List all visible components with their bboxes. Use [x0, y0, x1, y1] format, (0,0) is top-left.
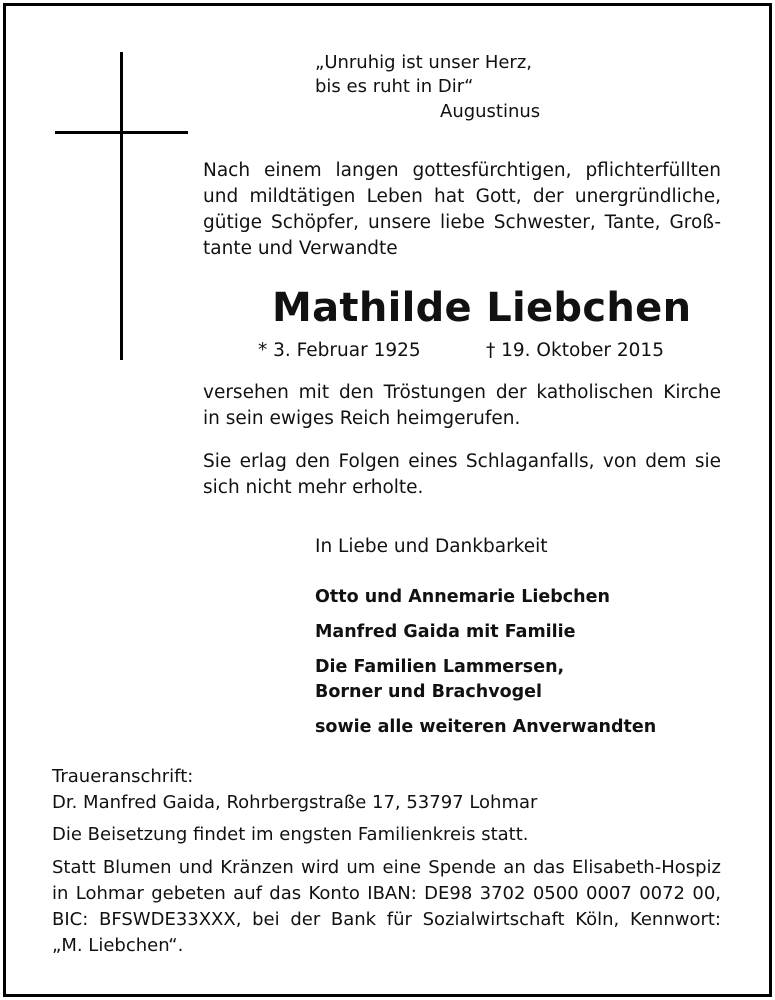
address-value: Dr. Manfred Gaida, Rohrbergstraße 17, 53797 Lohmar: [52, 792, 538, 813]
mourner: Manfred Gaida mit Familie: [315, 622, 576, 642]
quote-line-1: „Unruhig ist unser Herz,: [315, 52, 533, 73]
cause-line: Sie erlag den Folgen eines Schlaganfalls, von dem sie: [203, 451, 721, 472]
birth-date: * 3. Februar 1925: [258, 340, 421, 361]
closing-phrase: In Liebe und Dankbarkeit: [315, 536, 548, 557]
intro-line: Nach einem langen gottesfürchtigen, pflichterfüllten: [203, 160, 721, 181]
mourner: Die Familien Lammersen,: [315, 657, 565, 677]
quote-line-2: bis es ruht in Dir“: [315, 76, 474, 97]
donation-line: in Lohmar gebeten auf das Konto IBAN: DE98 3702 0500 0007 0072 00,: [52, 883, 721, 904]
donation-line: „M. Liebchen“.: [52, 935, 184, 956]
mourner: Borner und Brachvogel: [315, 682, 543, 702]
after-line: in sein ewiges Reich heimgerufen.: [203, 408, 521, 429]
address-label: Traueranschrift:: [52, 766, 194, 787]
cause-line: sich nicht mehr erholte.: [203, 477, 424, 498]
intro-line: tante und Verwandte: [203, 238, 398, 259]
mourner: sowie alle weiteren Anverwandten: [315, 717, 657, 737]
death-date: † 19. Oktober 2015: [486, 340, 664, 361]
quote-author: Augustinus: [440, 101, 541, 122]
deceased-name: Mathilde Liebchen: [272, 285, 692, 331]
after-line: versehen mit den Tröstungen der katholischen Kirche: [203, 382, 721, 403]
donation-line: BIC: BFSWDE33XXX, bei der Bank für Sozialwirtschaft Köln, Kennwort:: [52, 909, 721, 930]
donation-line: Statt Blumen und Kränzen wird um eine Spende an das Elisabeth-Hospiz: [52, 857, 721, 878]
mourner: Otto und Annemarie Liebchen: [315, 587, 610, 607]
intro-line: gütige Schöpfer, unsere liebe Schwester, Tante, Groß-: [203, 212, 721, 233]
intro-line: und mildtätigen Leben hat Gott, der unergründliche,: [203, 186, 721, 207]
obituary-notice: [3, 3, 772, 997]
funeral-note: Die Beisetzung findet im engsten Familienkreis statt.: [52, 824, 529, 845]
